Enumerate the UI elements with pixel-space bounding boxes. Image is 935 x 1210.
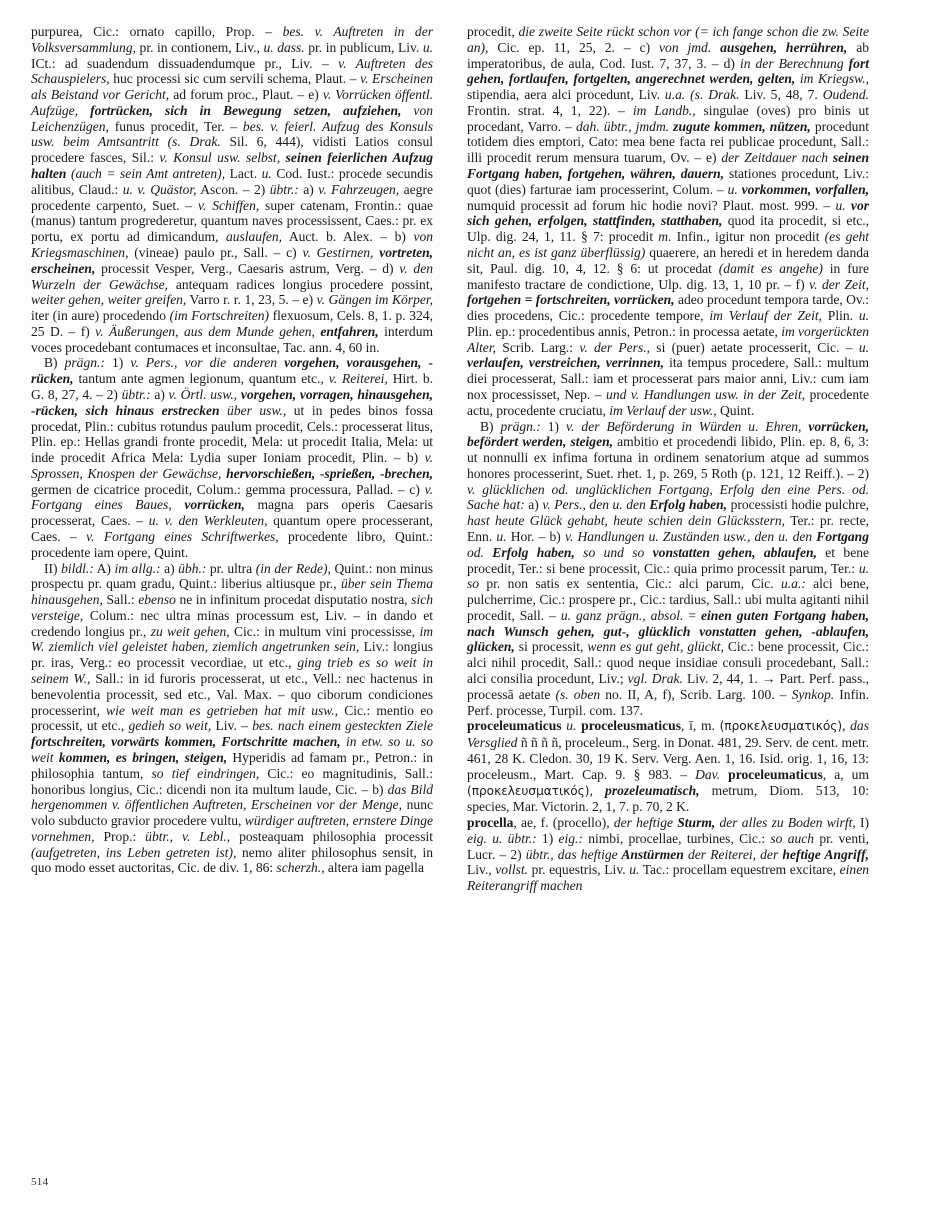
text-run: Prop.:	[94, 828, 146, 844]
text-run: Ter.: pr. recte, Enn.	[467, 513, 869, 544]
text-run: Cod. Iust.: procede secundis alitibus, Claud.:	[31, 166, 433, 197]
text-run: pr. non satis ex sententia, Cic.: alci parum, Cic.	[479, 576, 781, 592]
text-run: Liv.: longius pr. iras, Verg.: eo processit vecordiae, ut etc.,	[31, 639, 433, 671]
text-run: procedit,	[467, 24, 519, 39]
text-run: gedieh so weit,	[128, 718, 212, 734]
text-run: numquid processit ad forum hic hodie novi? Plaut. most. 999. –	[467, 197, 836, 213]
text-run: adeo procedunt tempora tarde, Ov.: dies procedens, Cic.: procedente tempore,	[467, 292, 869, 324]
text-run: pr. ultra	[206, 560, 256, 576]
text-run: germen de cicatrice procedit, Colum.: gemma processura, Pallad. – c)	[31, 481, 425, 497]
dictionary-paragraph	[467, 24, 869, 419]
text-run: v. Schiffen,	[197, 197, 260, 213]
text-run: kommen, es bringen, steigen,	[53, 749, 228, 765]
text-run: (es geht nicht an, es ist ganz überflüssig)	[467, 229, 869, 260]
text-run: Liv. 5, 48, 7.	[739, 87, 823, 103]
dictionary-entry	[467, 718, 869, 815]
text-run: Varro r. r. 1, 23, 5. – e)	[186, 292, 317, 308]
text-run: vorgehen, vorausgehen, -rücken,	[31, 355, 433, 387]
text-run: Colum.: nec ultra minas processum est, Liv. – in dando et credendo longius pr.,	[31, 607, 433, 639]
text-run: (aufgetreten, ins Leben getreten ist),	[31, 844, 237, 860]
text-run: ad forum proc., Plaut. – e)	[169, 87, 323, 103]
text-run: pr. in publicum, Liv.	[304, 39, 423, 55]
text-run: stationes procedunt, Liv.: quot (dies) farturae iam processerint, Colum. –	[467, 166, 869, 197]
text-run: pr. venti, Lucr. – 2)	[467, 830, 870, 862]
text-run: v. Gängen im Körper,	[316, 292, 434, 308]
text-run: Plin.	[821, 308, 859, 324]
text-run: aegre procedente carpento, Suet. –	[31, 181, 433, 213]
text-run: Erfolg haben,	[645, 497, 728, 513]
text-run: v. Fortgang eines Schriftwerkes,	[86, 529, 279, 544]
text-run: prägn.:	[500, 418, 541, 434]
text-run: ,	[589, 782, 606, 798]
text-run: u.a. (s. Drak.	[664, 87, 740, 103]
text-run: quod ita procedit, si etc., Ulp. dig. 24, 1, 11. § 7: procedit	[467, 213, 869, 245]
text-run: Sall.: in id furoris processerat, ut etc., Vell.: nec hactenus in benevolentia processit, sed etc., Val. Max. – quo ciborum condiciones processerint,	[31, 671, 433, 718]
text-run: die zweite Seite rückt schon vor (= ich fange schon die zw. Seite an),	[467, 24, 869, 55]
text-run: vgl. Drak.	[627, 671, 683, 687]
text-run: übtr.:	[121, 386, 151, 402]
text-run: u.	[727, 181, 738, 197]
text-run: wenn es gut geht, glückt,	[587, 639, 724, 655]
text-run: Quint.: non minus prospectu pr. quam gradu, Quint.: liberius altiusque pr.,	[31, 560, 433, 592]
text-run: Cic.: bene processit, Cic.: alci nihil procedit, Sall.: quod neque insidiae consuli procedebant, Sall.: alci consilia procedunt, Liv.;	[467, 639, 869, 687]
text-run: der alles zu Boden wirft,	[715, 815, 856, 831]
text-run: v. Pers., vor die anderen	[130, 355, 278, 371]
text-run: das Bild hergenommen v. öffentlichen Auftreten, Erscheinen vor der Menge,	[31, 781, 433, 813]
text-run: tantum ante agmen legionum, quantum etc.,	[73, 371, 329, 387]
text-run: quaerere, an heredi et in heredem danda sit, Paul. dig. 10, 4, 12. § 6: ut procedat	[467, 244, 869, 276]
text-run: der Zeitdauer nach	[721, 150, 829, 166]
text-run: in fure manifesto tractare de condictione, Ulp. dig. 13, 1, 10 pr. – f)	[467, 260, 870, 292]
dictionary-entry	[467, 815, 869, 894]
text-run: nunc volo subducto gravior procedere vultu,	[31, 797, 433, 829]
text-run: Sturm,	[673, 815, 716, 831]
text-run: II)	[44, 560, 62, 576]
text-run: ebenso	[138, 592, 176, 608]
text-run: im Landb.,	[632, 102, 696, 118]
text-run: im Kriegsw.,	[795, 71, 869, 87]
text-run: si processit,	[514, 639, 588, 655]
text-run: wie weit man es getrieben hat mit usw.,	[106, 702, 339, 718]
text-run: vorrücken, befördert werden, steigen,	[467, 418, 869, 450]
text-run: Cic. ep. 11, 25, 2. – c)	[488, 39, 660, 55]
text-run: u.	[858, 339, 869, 355]
text-run: einen guten Fortgang haben, nach Wunsch gehen, gut-, glücklich vonstatten gehen, -ablaufen, glücken,	[467, 607, 869, 655]
text-run: (damit es angehe)	[718, 260, 823, 276]
text-run: singulae (oves) pro binis ut procedant, Varro. –	[467, 102, 869, 134]
text-run: super catenam, Frontin.: quae (manus) tantum progrederetur, quantum naves processissent, Caes.: pr. ex portu, ex portu ad dimicandum,	[31, 197, 433, 245]
text-run: antequam radices longius procedere possint,	[168, 276, 433, 292]
text-run: a)	[160, 560, 179, 576]
text-run: übtr., das heftige	[525, 846, 618, 862]
text-run: vorrücken,	[171, 497, 245, 513]
text-run: fort gehen, fortlaufen, fortgelten, angerechnet werden, gelten,	[467, 55, 869, 87]
text-run: A)	[93, 560, 115, 576]
text-run: quantum opere processerant, Caes. –	[31, 513, 433, 544]
text-run: magna pars operis Caesaris processerat, Caes. –	[31, 497, 433, 529]
entry-headword: procella	[467, 815, 514, 831]
text-run: Plin. ep.: procedentibus annis, Petron.: in processa aetate,	[467, 323, 782, 339]
text-run: Sall.:	[102, 592, 139, 608]
text-run: von Leichenzügen,	[31, 102, 433, 134]
text-run: hervorschießen, -sprießen, -brechen,	[221, 465, 434, 481]
text-run: ICt.: ad suadendum dissuadendumque pr., Liv. –	[31, 55, 339, 71]
text-run: u. v. Quästor,	[122, 181, 197, 197]
text-run: würdiger auftreten, ernstere Dinge vornehmen,	[31, 813, 433, 844]
text-run: procedunt totidem dies emptori, Cato: mea bene facta rei publicae procedunt, Sall.: illi procedit rerum mensura tuarum, Ov. – e)	[467, 118, 869, 166]
text-run: Sil. 6, 444), vidisti Latios consul procedere fasces, Sil.:	[31, 134, 433, 166]
text-run: Liv. –	[211, 718, 253, 734]
text-run: heftige Angriff,	[778, 846, 869, 862]
text-run: das Versglied	[467, 718, 869, 751]
text-run: eig. u. übtr.:	[467, 830, 537, 846]
text-run: u.	[496, 529, 507, 544]
text-run: 1)	[536, 830, 559, 846]
text-run: ñ ñ ñ ñ, proceleum., Serg. in Donat. 481, 29. Serv. de cent. metr. 461, 28 K. Cledon. 30, 19 K. Serv. Verg. Aen. 1, 16. Isid. orig. 1, 16, 13: proceleusm., Mart. Cap. 9. § 983. –	[467, 735, 869, 782]
text-run: (προκελευσματικός)	[467, 783, 590, 798]
text-run: et bene procedit, Ter.: si bene processit, Cic.: quia primo processit parum, Ter.:	[467, 544, 869, 576]
text-run: procedente libro, Quint.: procedente iam opere, Quint.	[31, 529, 433, 560]
text-run: vorgehen, vorragen, hinausgehen, -rücken, sich hinaus erstrecken	[31, 386, 433, 418]
text-run: alci bene, pulcherrime, Cic.: prospere pr., Cic.: tardius, Sall.: ubi multa agitanti nihil procedit, Sall. –	[467, 576, 869, 623]
text-run: so und so	[574, 544, 645, 560]
dictionary-paragraph	[31, 355, 433, 560]
text-run: u.	[422, 39, 433, 55]
text-run: fortrücken, sich in Bewegung setzen, aufziehen,	[78, 102, 402, 118]
right-text-column	[467, 24, 869, 1156]
text-run: B)	[44, 355, 65, 371]
text-run: u. so	[467, 560, 869, 592]
text-run: stipendia, aera alci procedunt, Liv.	[467, 87, 665, 103]
text-run: Hirt. b. G. 8, 27, 4. – 2)	[31, 371, 433, 402]
text-run: Erfolg haben,	[483, 544, 575, 560]
text-run: scherzh.,	[276, 860, 325, 876]
text-run: von Kriegsmaschinen,	[31, 229, 433, 260]
text-run: bildl.:	[61, 560, 94, 576]
text-run: u.a.:	[780, 576, 806, 592]
text-run: eig.:	[558, 830, 583, 846]
text-run: u.	[835, 197, 846, 213]
text-run: vollst.	[495, 862, 529, 878]
text-run: ut in pedes binos fossa procedat, Plin.: cubitus rotundus paulum procedit, Cels.: processerat litus, Plin. ep.: Hellas grandi fronte procedit, Mela: ut procedit Italia, Mela: ut inde procedit Africa Mela: Lydia super Ioniam procedit, Plin. – b)	[31, 402, 433, 466]
text-run: in etw. so u. so weit	[31, 734, 433, 765]
text-run: Cic.: eo magnitudinis, Sall.: honoribus longius, Cic.: dicendi non ita multum laude, Cic. – b)	[31, 765, 433, 797]
text-run: =	[683, 607, 701, 623]
text-run: Liv. 2, 44, 1. → Part. Perf. pass., processā aetate	[467, 671, 869, 702]
text-run: v. Fortgang eines Baues,	[31, 481, 433, 513]
text-run: sich versteige,	[31, 592, 433, 623]
text-run: so auch	[770, 830, 815, 846]
text-run: im Verlauf der usw.,	[609, 402, 717, 418]
text-run: huc processi sic cum servili schema, Plaut. –	[109, 71, 361, 87]
text-run: Synkop.	[791, 686, 835, 702]
text-run: Auct. b. Alex. – b)	[282, 229, 414, 245]
text-run: vor sich gehen, erfolgen, stattfinden, statthaben,	[467, 197, 869, 229]
text-run: Ascon. – 2)	[196, 181, 270, 197]
text-run: Dav.	[695, 766, 721, 782]
text-run: u. ganz prägn., absol.	[560, 607, 684, 623]
text-run: v. Pers., den u. den	[542, 497, 646, 513]
left-text-column	[31, 24, 433, 1156]
text-run: v. Fahrzeugen,	[318, 181, 400, 197]
text-run: Anstürmen	[617, 846, 684, 862]
text-run: altera iam pagella	[324, 860, 424, 876]
text-run: v. Vorrücken öffentl. Aufzüge,	[31, 87, 433, 118]
text-run: Fortgang	[812, 529, 869, 544]
text-run: ita tempus procedere, Sall.: multum diei processerat, Sall.: iam et processerat pars maior anni, Liv.: cum iam nox processisset, Nep. –	[467, 355, 869, 402]
text-run: ging trieb es so weit in seinem W.,	[31, 655, 434, 687]
text-run: , ae, f. (procello),	[513, 815, 614, 831]
text-run: u. dass.	[263, 39, 305, 55]
text-run: ausgehen, herrühren,	[711, 39, 848, 55]
text-run: vonstatten gehen, ablaufen,	[644, 544, 817, 560]
text-run: v. Konsul usw. selbst,	[159, 150, 281, 166]
text-run: seinen Fortgang haben, fortgehen, währen, dauern,	[467, 150, 870, 182]
text-run: v. Handlungen u. Zuständen usw., den u. den	[564, 529, 813, 544]
text-run: v. Erscheinen als Beistand vor Gericht,	[31, 71, 433, 103]
text-run: nimbi, procellae, turbines, Cic.:	[582, 830, 771, 846]
text-run: Quint.	[716, 402, 755, 418]
text-run: über usw.,	[219, 402, 287, 418]
text-run: u.	[566, 718, 577, 734]
text-run: Cic.: mentio eo processit, ut etc.,	[31, 702, 434, 734]
text-run: (vineae) paulo pr., Sall. – c)	[128, 244, 303, 260]
text-run: vorkommen, vorfallen,	[737, 181, 869, 197]
text-run: in der Berechnung	[739, 55, 844, 71]
text-run: (s. oben	[555, 686, 601, 702]
text-run: v. Äußerungen, aus dem Munde gehen,	[95, 323, 315, 339]
text-run: u. v. den Werkleuten,	[148, 513, 268, 529]
text-run: (προκελευσματικός)	[719, 719, 843, 734]
text-run: v. der Beförderung in Würden u. Ehren,	[566, 418, 802, 434]
text-run: posteaquam philosophia processit	[230, 828, 433, 844]
text-run: vortreten, erscheinen,	[31, 244, 434, 276]
text-run: Oudend.	[822, 87, 869, 103]
text-run: I)	[855, 815, 870, 831]
text-run: im W. ziemlich viel geleistet haben, ziemlich angetrunken sein,	[31, 623, 433, 655]
text-run: metrum, Diom. 513, 10: species, Mar. Victorin. 2, 1, 7. p. 70, 2 K.	[467, 782, 869, 815]
text-run: u.	[858, 308, 870, 324]
text-run: a)	[298, 181, 319, 197]
text-run: si (puer) aetate processerit, Cic. –	[650, 339, 859, 355]
text-run: Lact.	[225, 166, 262, 182]
text-run: u.	[629, 862, 640, 878]
dictionary-paragraph	[467, 419, 869, 719]
text-run: bes. v. feierl. Aufzug des Konsuls usw. beim Amtsantritt (s. Drak.	[31, 118, 433, 150]
text-run: ambitio et procedendi libido, Plin. ep. 8, 6, 3: ut nonnulli ex infima fortuna in ordinem senatorium atque ad summos honores processerint, Suet. rhet. 1, p. 269, 5 Roth (p. 121, 12 Reiff.). – 2)	[467, 434, 869, 481]
two-column-text-body	[31, 24, 904, 1156]
text-run: procedente actu, procedente cruciatu,	[467, 386, 869, 418]
text-run: v. der Zeit,	[809, 276, 869, 292]
text-run: im Verlauf der Zeit,	[709, 308, 822, 324]
text-run: der Reiterei, der	[683, 846, 779, 862]
text-run: Scrib. Larg.:	[495, 339, 580, 355]
text-run: processit Vesper, Verg., Caesaris astrum, Verg. – d)	[95, 260, 400, 276]
text-run: purpurea, Cic.: ornato capillo, Prop. –	[31, 24, 283, 39]
text-run: dah. übtr., jmdm.	[575, 118, 670, 134]
text-run: und v. Handlungen usw. in der Zeit,	[606, 386, 806, 402]
text-run: nemo aliter philosophus sensit, in quo modo esset auctoritas, Cic. de div. 1, 86:	[31, 844, 433, 876]
text-run: von jmd.	[659, 39, 712, 55]
text-run: bes. nach einem gesteckten Ziele	[252, 718, 433, 734]
text-run: (auch = sein Amt antreten),	[66, 166, 226, 182]
text-run: B)	[480, 418, 501, 434]
text-run: flexuosum, Cels. 8, 1. p. 324, 25 D. – f)	[31, 308, 433, 339]
text-run: der heftige	[613, 815, 674, 831]
text-run: u.	[261, 166, 272, 182]
text-run: m.	[658, 229, 672, 245]
text-run: übtr., v. Lebl.,	[145, 828, 231, 844]
text-run: interdum voces procedebant contumaces et inconsultae, Tac. ann. 4, 60 in.	[31, 323, 434, 355]
text-run: funus procedit, Ter. –	[108, 118, 243, 134]
text-run: entfahren,	[314, 323, 379, 339]
text-run: Frontin. strat. 4, 1, 22). –	[467, 102, 633, 118]
text-run: einen Reiterangriff machen	[467, 862, 869, 894]
text-run: v. der Pers.,	[579, 339, 650, 355]
text-run: v. den Wurzeln der Gewächse,	[31, 260, 433, 292]
text-run: Liv.,	[467, 862, 496, 878]
text-run: v. Sprossen, Knospen der Gewächse,	[31, 450, 433, 481]
text-run: bes. v. Auftreten in der Volksversammlung,	[31, 24, 433, 55]
text-run: v. Örtl. usw.,	[168, 386, 238, 402]
text-run: hast heute Glück gehabt, heute schien dein Glücksstern,	[467, 513, 786, 529]
entry-headword: proceleumaticus	[467, 718, 562, 734]
text-run: v. Gestirnen,	[302, 244, 374, 260]
text-run: Infin., igitur non procedit	[671, 229, 825, 245]
dictionary-paragraph	[31, 561, 433, 877]
text-run: iter (in aure) procedendo	[31, 308, 170, 324]
text-run: a)	[150, 386, 169, 402]
text-run: über sein Thema hinausgehen,	[31, 576, 434, 608]
text-run: Tac.: procellam equestrem excitare,	[639, 862, 840, 878]
text-run: , ī, m.	[681, 718, 720, 734]
text-run: v. Reiterei,	[328, 371, 388, 387]
text-run: , a, um	[822, 766, 869, 782]
text-run: Hor. – b)	[506, 529, 565, 544]
text-run: zu weit gehen,	[150, 623, 230, 639]
text-run: ab imperatoribus, de aula, Cod. Iust. 7, 37, 3. – d)	[467, 39, 869, 71]
text-run: no. II, A, f), Scrib. Larg. 100. –	[600, 686, 792, 702]
text-run: v. Auftreten des Schauspielers,	[31, 55, 433, 87]
text-run: 1)	[540, 418, 567, 434]
text-run: auslaufen,	[225, 229, 283, 245]
text-run: übtr.:	[269, 181, 299, 197]
text-run: im vorgerückten Alter,	[467, 323, 869, 355]
text-run: seinen feierlichen Aufzug halten	[31, 150, 434, 182]
text-run: Cic.: in multum vini processisse,	[229, 623, 420, 639]
text-run: ,	[842, 718, 851, 734]
text-run: übh.:	[178, 560, 207, 576]
text-run: weiter gehen, weiter greifen,	[31, 292, 187, 308]
text-run: v. glücklichen od. unglücklichen Fortgang, Erfolg den eine Pers. od. Sache hat:	[467, 481, 869, 513]
entry-headword: proceleumaticus	[720, 766, 823, 782]
text-run: Hyperidis ad famam pr., Petron.: in philosophia tantum,	[31, 749, 433, 781]
text-run: im allg.:	[114, 560, 161, 576]
text-run: pr. equestris, Liv.	[528, 862, 630, 878]
text-run: prozeleumatisch,	[605, 782, 700, 798]
text-run: a)	[524, 497, 543, 513]
text-run: prägn.:	[64, 355, 105, 371]
text-run: so tief eindringen,	[151, 765, 260, 781]
text-run: (im Fortschreiten)	[169, 308, 270, 324]
text-run: fortgehen = fortschreiten, vorrücken,	[467, 292, 675, 308]
text-run: (in der Rede),	[255, 560, 331, 576]
text-run: od.	[467, 544, 484, 560]
text-run: Infin. Perf. processe, Turpil. com. 137.	[467, 686, 870, 718]
text-run: ne in infinitum procedat disputatio nostra,	[175, 592, 412, 608]
page-number: 514	[31, 1176, 49, 1188]
text-run: zugute kommen, nützen,	[669, 118, 811, 134]
text-run: 1)	[104, 355, 131, 371]
text-run: pr. in contionem, Liv.,	[135, 39, 264, 55]
text-run: fortschreiten, vorwärts kommen, Fortschritte machen,	[31, 734, 341, 750]
text-run: processisti hodie pulchre,	[727, 497, 869, 513]
dictionary-paragraph	[31, 24, 433, 355]
entry-headword: proceleusmaticus	[581, 718, 681, 734]
text-run: verlaufen, verstreichen, verrinnen,	[467, 355, 665, 371]
